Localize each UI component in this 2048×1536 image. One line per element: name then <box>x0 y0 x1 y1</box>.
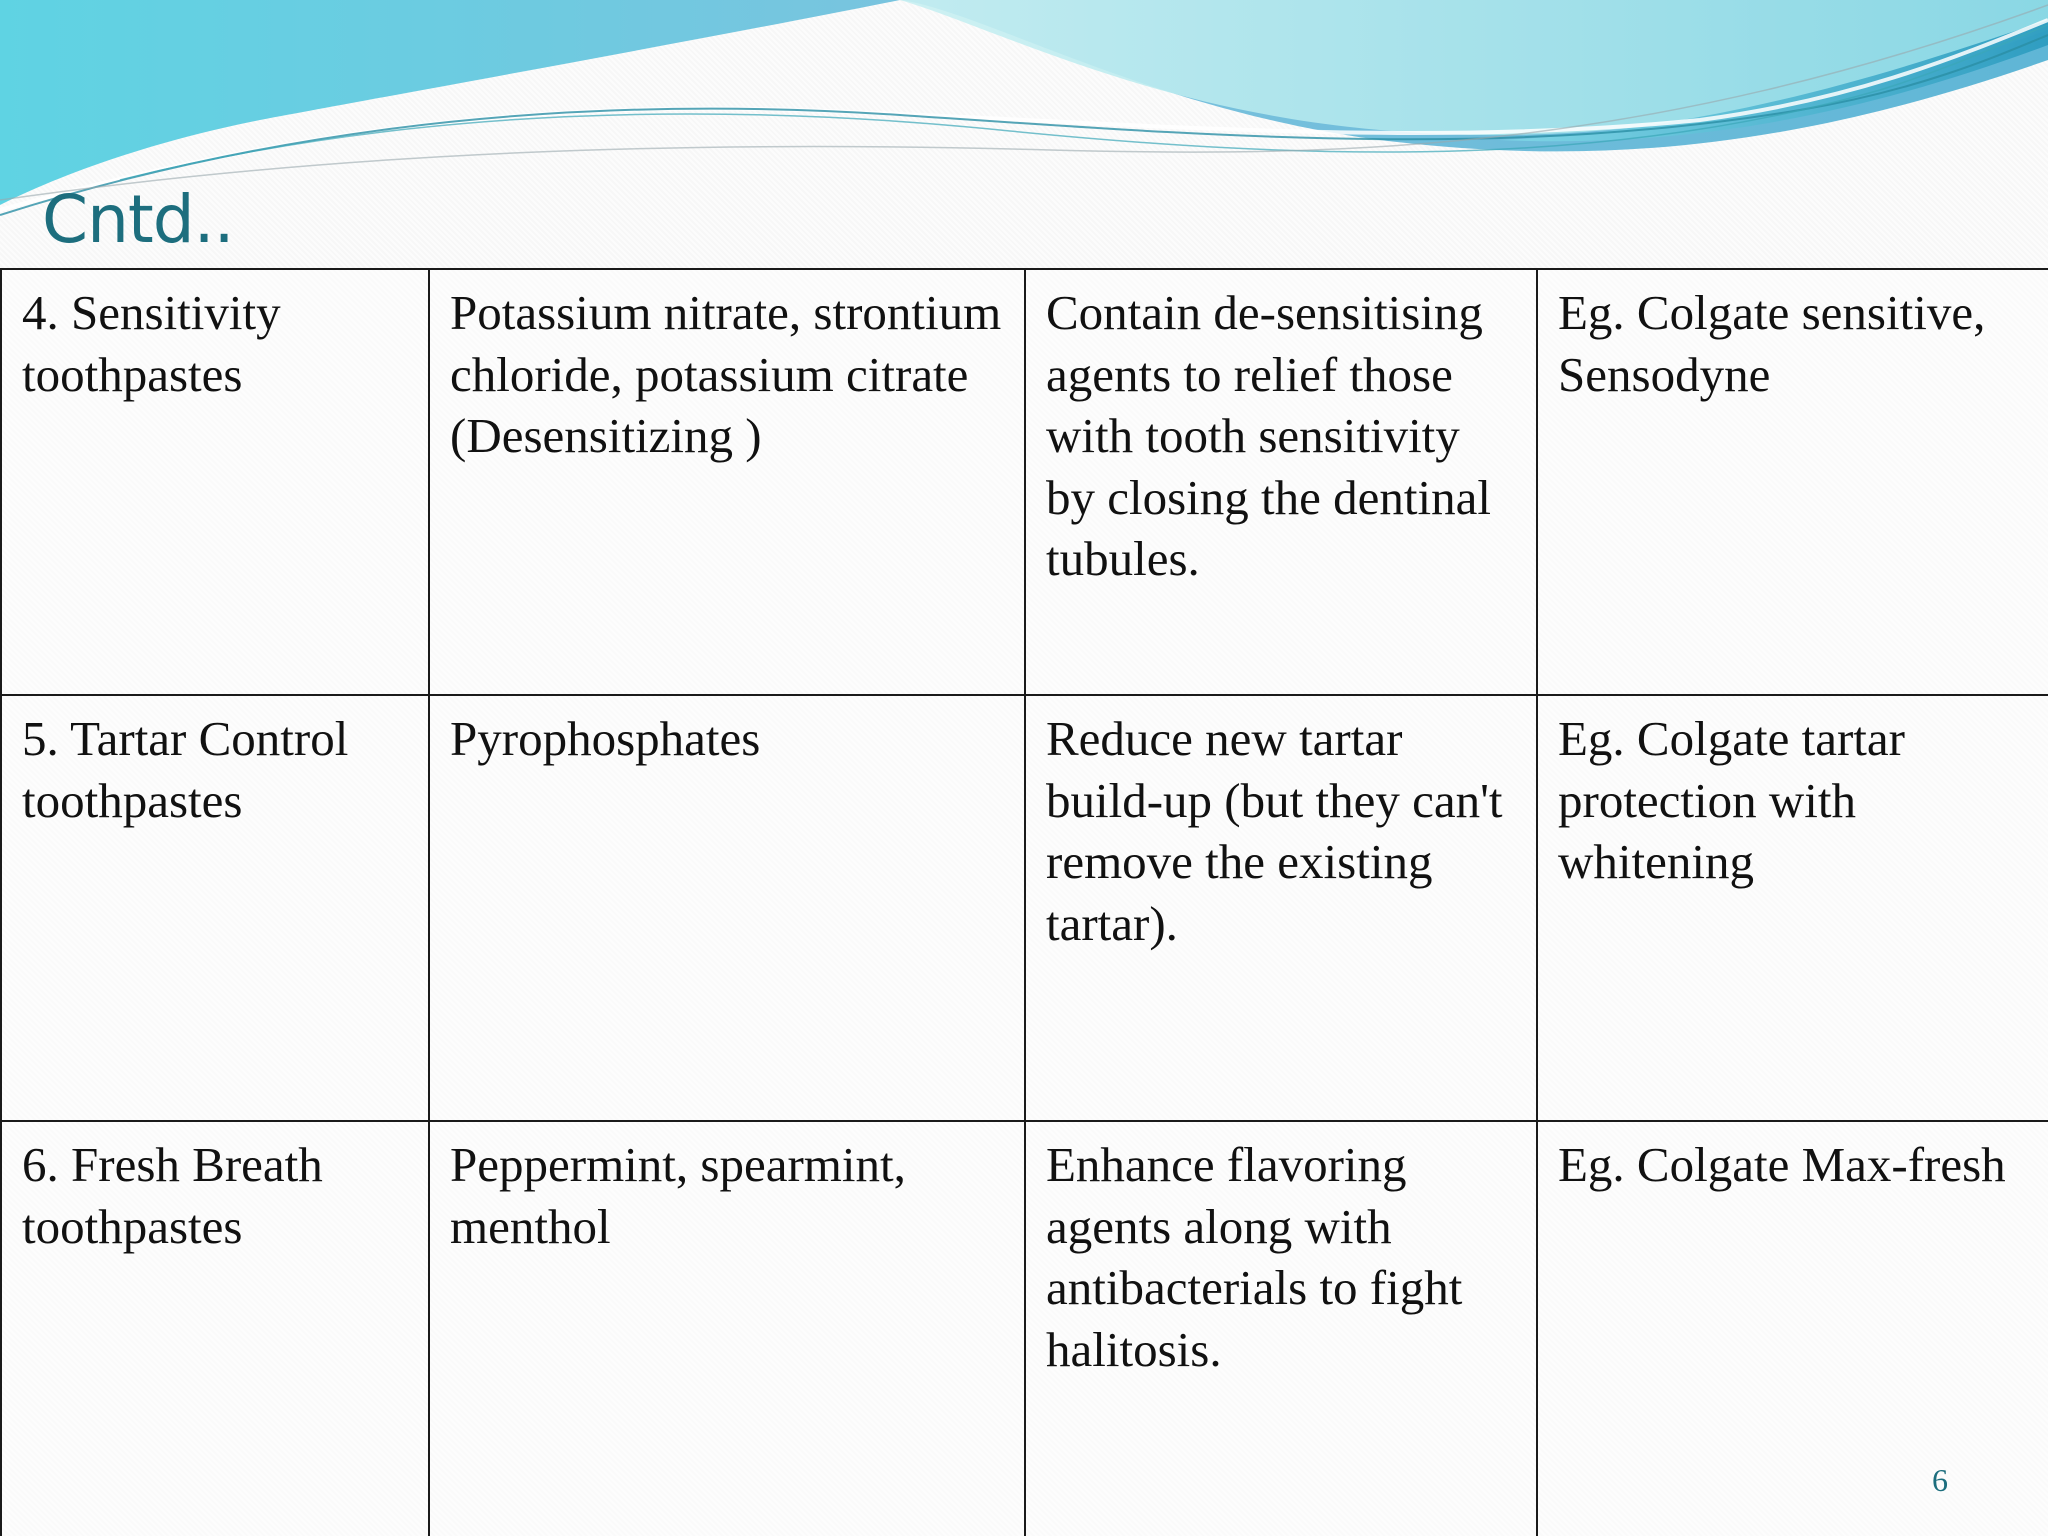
cell-function: Contain de-sensitising agents to relief those with tooth sensitivity by closing the dentinal tubules. <box>1025 269 1537 695</box>
cell-ingredients: Pyrophosphates <box>429 695 1025 1121</box>
cell-type: 6. Fresh Breath toothpastes <box>1 1121 429 1536</box>
cell-type: 4. Sensitivity toothpastes <box>1 269 429 695</box>
cell-example: Eg. Colgate tartar protection with whitening <box>1537 695 2048 1121</box>
cell-function: Enhance flavoring agents along with antibacterials to fight halitosis. <box>1025 1121 1537 1536</box>
table-row <box>1 695 2048 1121</box>
table-row <box>1 269 2048 695</box>
cell-example: Eg. Colgate Max-fresh <box>1537 1121 2048 1536</box>
page-number: 6 <box>1932 1462 1948 1498</box>
toothpaste-table <box>0 268 2048 1536</box>
wave-light <box>900 0 2048 135</box>
cell-ingredients: Peppermint, spearmint, menthol <box>429 1121 1025 1536</box>
cell-ingredients: Potassium nitrate, strontium chloride, potassium citrate (Desensitizing ) <box>429 269 1025 695</box>
cell-type: 5. Tartar Control toothpastes <box>1 695 429 1121</box>
wave-banner <box>0 0 2048 240</box>
cell-example: Eg. Colgate sensitive, Sensodyne <box>1537 269 2048 695</box>
slide-title: Cntd.. <box>42 181 234 258</box>
cell-function: Reduce new tartar build-up (but they can't remove the existing tartar). <box>1025 695 1537 1121</box>
table-row <box>1 1121 2048 1536</box>
